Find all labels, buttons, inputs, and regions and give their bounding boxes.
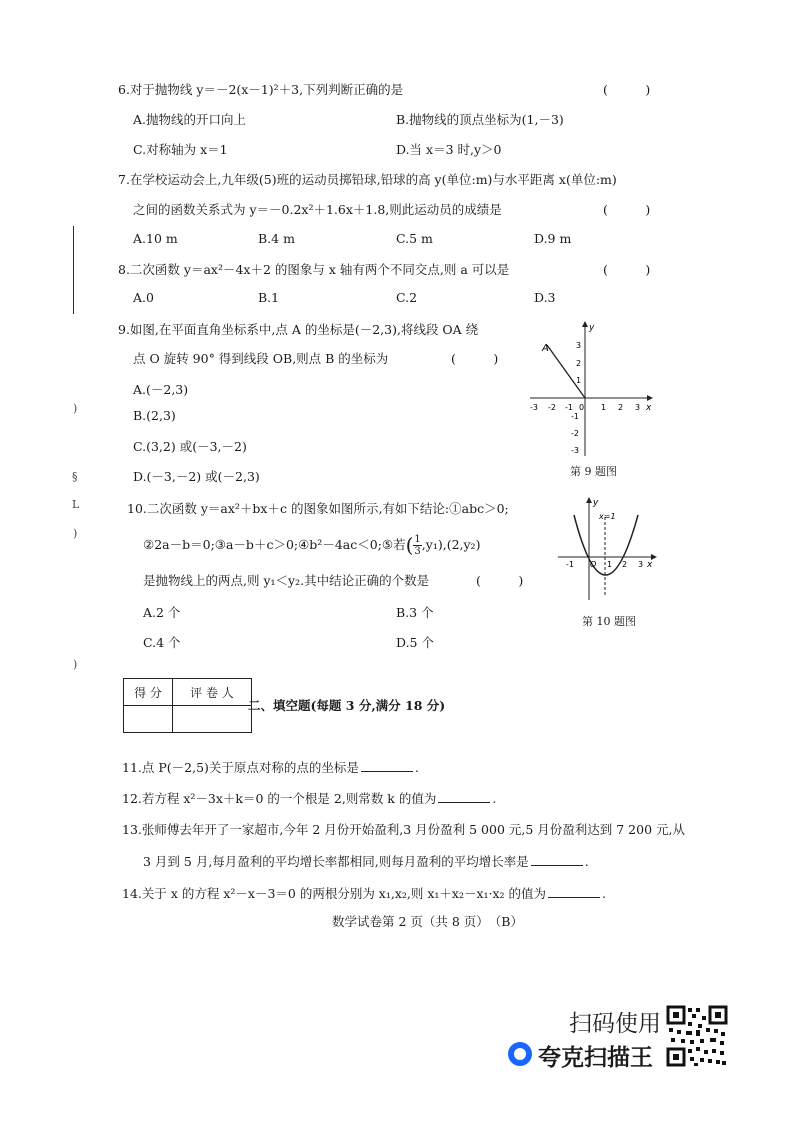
watermark-scan-text: 扫码使用 xyxy=(569,1011,661,1037)
q9-option-b: B.(2,3) xyxy=(133,408,176,423)
q8-stem: 8.二次函数 y＝ax²－4x＋2 的图象与 x 轴有两个不同交点,则 a 可以是 xyxy=(118,262,510,277)
margin-mark: ) xyxy=(73,527,78,540)
q7-paren: ( ) xyxy=(603,202,651,217)
fig9-x-tick: 0 xyxy=(579,403,585,412)
q10-option-c: C.4 个 xyxy=(143,635,181,650)
grader-cell xyxy=(173,706,252,733)
q8-option-b: B.1 xyxy=(258,290,280,305)
fig9-x-tick: -3 xyxy=(530,403,538,412)
q14-text: 14.关于 x 的方程 x²－x－3＝0 的两根分别为 x₁,x₂,则 x₁＋x₂－x₁·x₂ 的值为 xyxy=(122,886,547,901)
q10-option-d: D.5 个 xyxy=(396,635,434,650)
fig9-x-label: x xyxy=(646,403,652,413)
q9-option-d: D.(－3,－2) 或(－2,3) xyxy=(133,469,260,484)
fig10-y-label: y xyxy=(593,498,599,508)
q14-blank xyxy=(548,887,600,898)
watermark-brand: 夸克扫描王 xyxy=(538,1045,653,1071)
q9-stem-line1: 9.如图,在平面直角坐标系中,点 A 的坐标是(－2,3),将线段 OA 绕 xyxy=(118,322,479,337)
quark-logo-icon xyxy=(508,1042,532,1066)
fig10-x-tick: 1 xyxy=(607,560,613,569)
q7-option-b: B.4 m xyxy=(258,231,295,246)
q13-end: . xyxy=(584,854,589,869)
score-table xyxy=(123,678,252,733)
q7-option-d: D.9 m xyxy=(534,231,572,246)
q6-option-d: D.当 x＝3 时,y＞0 xyxy=(396,142,502,157)
fig9-x-tick: -1 xyxy=(565,403,573,412)
q10-stem-line2: ②2a－b＝0;③a－b＋c＞0;④b²－4ac＜0;⑤若( $\frac{1}{3}$ ,y₁),(2,y₂) xyxy=(143,533,481,557)
margin-mark: ) xyxy=(73,402,78,415)
q7-stem-line1: 7.在学校运动会上,九年级(5)班的运动员掷铅球,铅球的高 y(单位:m)与水平距离 x(单位:m) xyxy=(118,172,617,187)
q10-fraction xyxy=(413,534,421,557)
fig9-point-a-label: A xyxy=(542,343,549,354)
fig10-x-tick: 2 xyxy=(622,560,628,569)
qr-code-icon xyxy=(666,1005,728,1067)
q11-end: . xyxy=(414,760,419,775)
q10-fraction-numerator: 1 xyxy=(414,534,421,545)
q13-text: 3 月到 5 月,每月盈利的平均增长率都相同,则每月盈利的平均增长率是 xyxy=(143,854,529,869)
q9-option-c: C.(3,2) 或(－3,－2) xyxy=(133,439,247,454)
fig10-x-label: x xyxy=(647,560,653,570)
q13-blank xyxy=(531,855,583,866)
q8-option-a: A.0 xyxy=(133,290,154,305)
q6-option-c: C.对称轴为 x＝1 xyxy=(133,142,228,157)
figure-10-graph xyxy=(556,495,660,605)
q12-end: . xyxy=(492,791,497,806)
q9-paren: ( ) xyxy=(451,351,499,366)
q6-stem: 6.对于抛物线 y＝－2(x－1)²＋3,下列判断正确的是 xyxy=(118,82,404,97)
q14 xyxy=(122,884,606,902)
binding-line xyxy=(73,226,74,314)
q12-blank xyxy=(438,792,490,803)
q7-option-a: A.10 m xyxy=(133,231,178,246)
fig9-y-tick: -1 xyxy=(571,412,579,421)
q8-paren: ( ) xyxy=(603,262,651,277)
fig9-y-tick: -2 xyxy=(571,429,579,438)
figure-9-caption: 第 9 题图 xyxy=(570,465,617,478)
fig9-y-label: y xyxy=(589,323,595,333)
q10-stem-line2-b: ,y₁),(2,y₂) xyxy=(421,537,481,552)
fig10-axis-label: x=1 xyxy=(599,512,616,521)
margin-mark: L xyxy=(72,498,80,511)
q6-paren: ( ) xyxy=(603,82,651,97)
fig9-x-tick: 1 xyxy=(601,403,607,412)
q12-text: 12.若方程 x²－3x＋k＝0 的一个根是 2,则常数 k 的值为 xyxy=(122,791,437,806)
margin-mark: ) xyxy=(73,658,78,671)
q9-option-a: A.(－2,3) xyxy=(133,382,189,397)
section-2-title: 二、填空题(每题 3 分,满分 18 分) xyxy=(248,698,446,713)
q11 xyxy=(122,758,419,776)
page-footer: 数学试卷第 2 页（共 8 页） （B） xyxy=(332,914,523,929)
q13-line2 xyxy=(143,852,589,870)
q10-option-b: B.3 个 xyxy=(396,605,434,620)
q9-stem-line2: 点 O 旋转 90° 得到线段 OB,则点 B 的坐标为 xyxy=(133,351,389,366)
q13-line1: 13.张师傅去年开了一家超市,今年 2 月份开始盈利,3 月份盈利 5 000 元,5 月份盈利达到 7 200 元,从 xyxy=(122,822,685,837)
q10-stem-line3: 是抛物线上的两点,则 y₁＜y₂.其中结论正确的个数是 xyxy=(143,573,430,588)
q14-end: . xyxy=(602,886,607,901)
q7-option-c: C.5 m xyxy=(396,231,433,246)
score-cell xyxy=(124,706,173,733)
q10-stem-line1: 10.二次函数 y＝ax²＋bx＋c 的图象如图所示,有如下结论:①abc＞0; xyxy=(127,501,509,516)
q11-blank xyxy=(361,761,413,772)
figure-9-graph xyxy=(528,318,658,460)
q10-paren: ( ) xyxy=(476,573,524,588)
fig9-x-tick: 2 xyxy=(618,403,624,412)
q8-option-c: C.2 xyxy=(396,290,418,305)
score-table-col2: 评 卷 人 xyxy=(173,679,252,706)
q10-stem-line2-a: ②2a－b＝0;③a－b＋c＞0;④b²－4ac＜0;⑤若 xyxy=(143,537,406,552)
q6-option-b: B.抛物线的顶点坐标为(1,－3) xyxy=(396,112,564,127)
score-table-col1: 得 分 xyxy=(124,679,173,706)
q10-option-a: A.2 个 xyxy=(143,605,181,620)
fig10-x-tick: 3 xyxy=(638,560,644,569)
fig10-x-tick: -1 xyxy=(566,560,574,569)
fig9-x-tick: -2 xyxy=(548,403,556,412)
fig9-x-tick: 3 xyxy=(635,403,641,412)
q11-text: 11.点 P(－2,5)关于原点对称的点的坐标是 xyxy=(122,760,359,775)
margin-mark: § xyxy=(72,470,78,483)
fig9-y-tick: 3 xyxy=(576,341,582,350)
fig9-y-tick: -3 xyxy=(571,446,579,455)
q6-option-a: A.抛物线的开口向上 xyxy=(133,112,247,127)
q7-stem-line2: 之间的函数关系式为 y＝－0.2x²＋1.6x＋1.8,则此运动员的成绩是 xyxy=(133,202,502,217)
fig10-x-tick: O xyxy=(590,560,597,569)
q10-fraction-denominator: 3 xyxy=(414,546,421,557)
figure-10-caption: 第 10 题图 xyxy=(582,615,636,628)
fig9-y-tick: 2 xyxy=(576,359,582,368)
q8-option-d: D.3 xyxy=(534,290,556,305)
q12 xyxy=(122,789,496,807)
fig9-y-tick: 1 xyxy=(576,376,582,385)
